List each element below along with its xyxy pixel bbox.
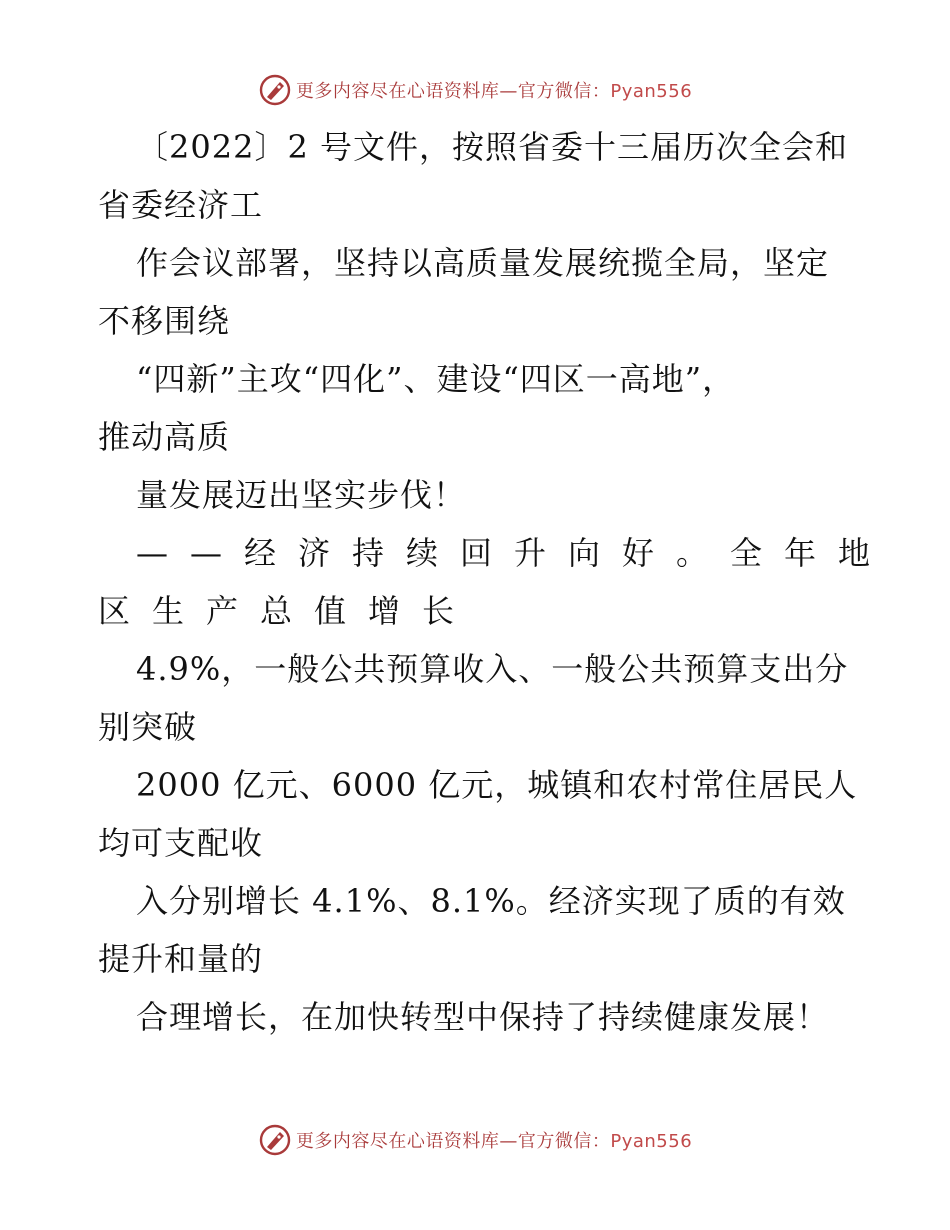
document-body [98,118,893,1046]
text-line: 均可支配收 [98,824,264,862]
watermark-text [296,77,692,103]
text-line: 区生产总值增长 [98,592,477,630]
text-line: ——经济持续回升向好。全年地 [136,534,893,572]
watermark-text-latin: Pyan556 [610,1131,693,1152]
text-line: 量发展迈出坚实步伐！ [136,476,467,514]
text-line: 别突破 [98,708,198,746]
text-line: 入分别增长 4.1%、8.1%。经济实现了质的有效 [136,882,846,920]
watermark-header [0,70,950,110]
text-line: 作会议部署，坚持以高质量发展统揽全局，坚定 [136,244,830,282]
text-line: 省委经济工 [98,186,264,224]
text-line: 不移围绕 [98,302,231,340]
text-line: 〔2022〕2 号文件，按照省委十三届历次全会和 [136,128,848,166]
text-line: 推动高质 [98,418,231,456]
watermark-text-cn: 更多内容尽在心语资料库—官方微信： [295,81,611,102]
text-line: 提升和量的 [98,940,264,978]
pen-nib-logo-icon [258,1123,292,1157]
pen-nib-logo-icon [258,73,292,107]
text-line: 合理增长，在加快转型中保持了持续健康发展！ [136,998,830,1036]
text-line: 2000 亿元、6000 亿元，城镇和农村常住居民人 [136,766,858,804]
watermark-text-latin: Pyan556 [610,81,693,102]
text-line: “四新”主攻“四化”、建设“四区一高地”， [136,360,736,398]
text-line: 4.9%，一般公共预算收入、一般公共预算支出分 [136,650,849,688]
watermark-footer [0,1120,950,1160]
watermark-text-cn: 更多内容尽在心语资料库—官方微信： [295,1131,611,1152]
watermark-text [296,1127,692,1153]
